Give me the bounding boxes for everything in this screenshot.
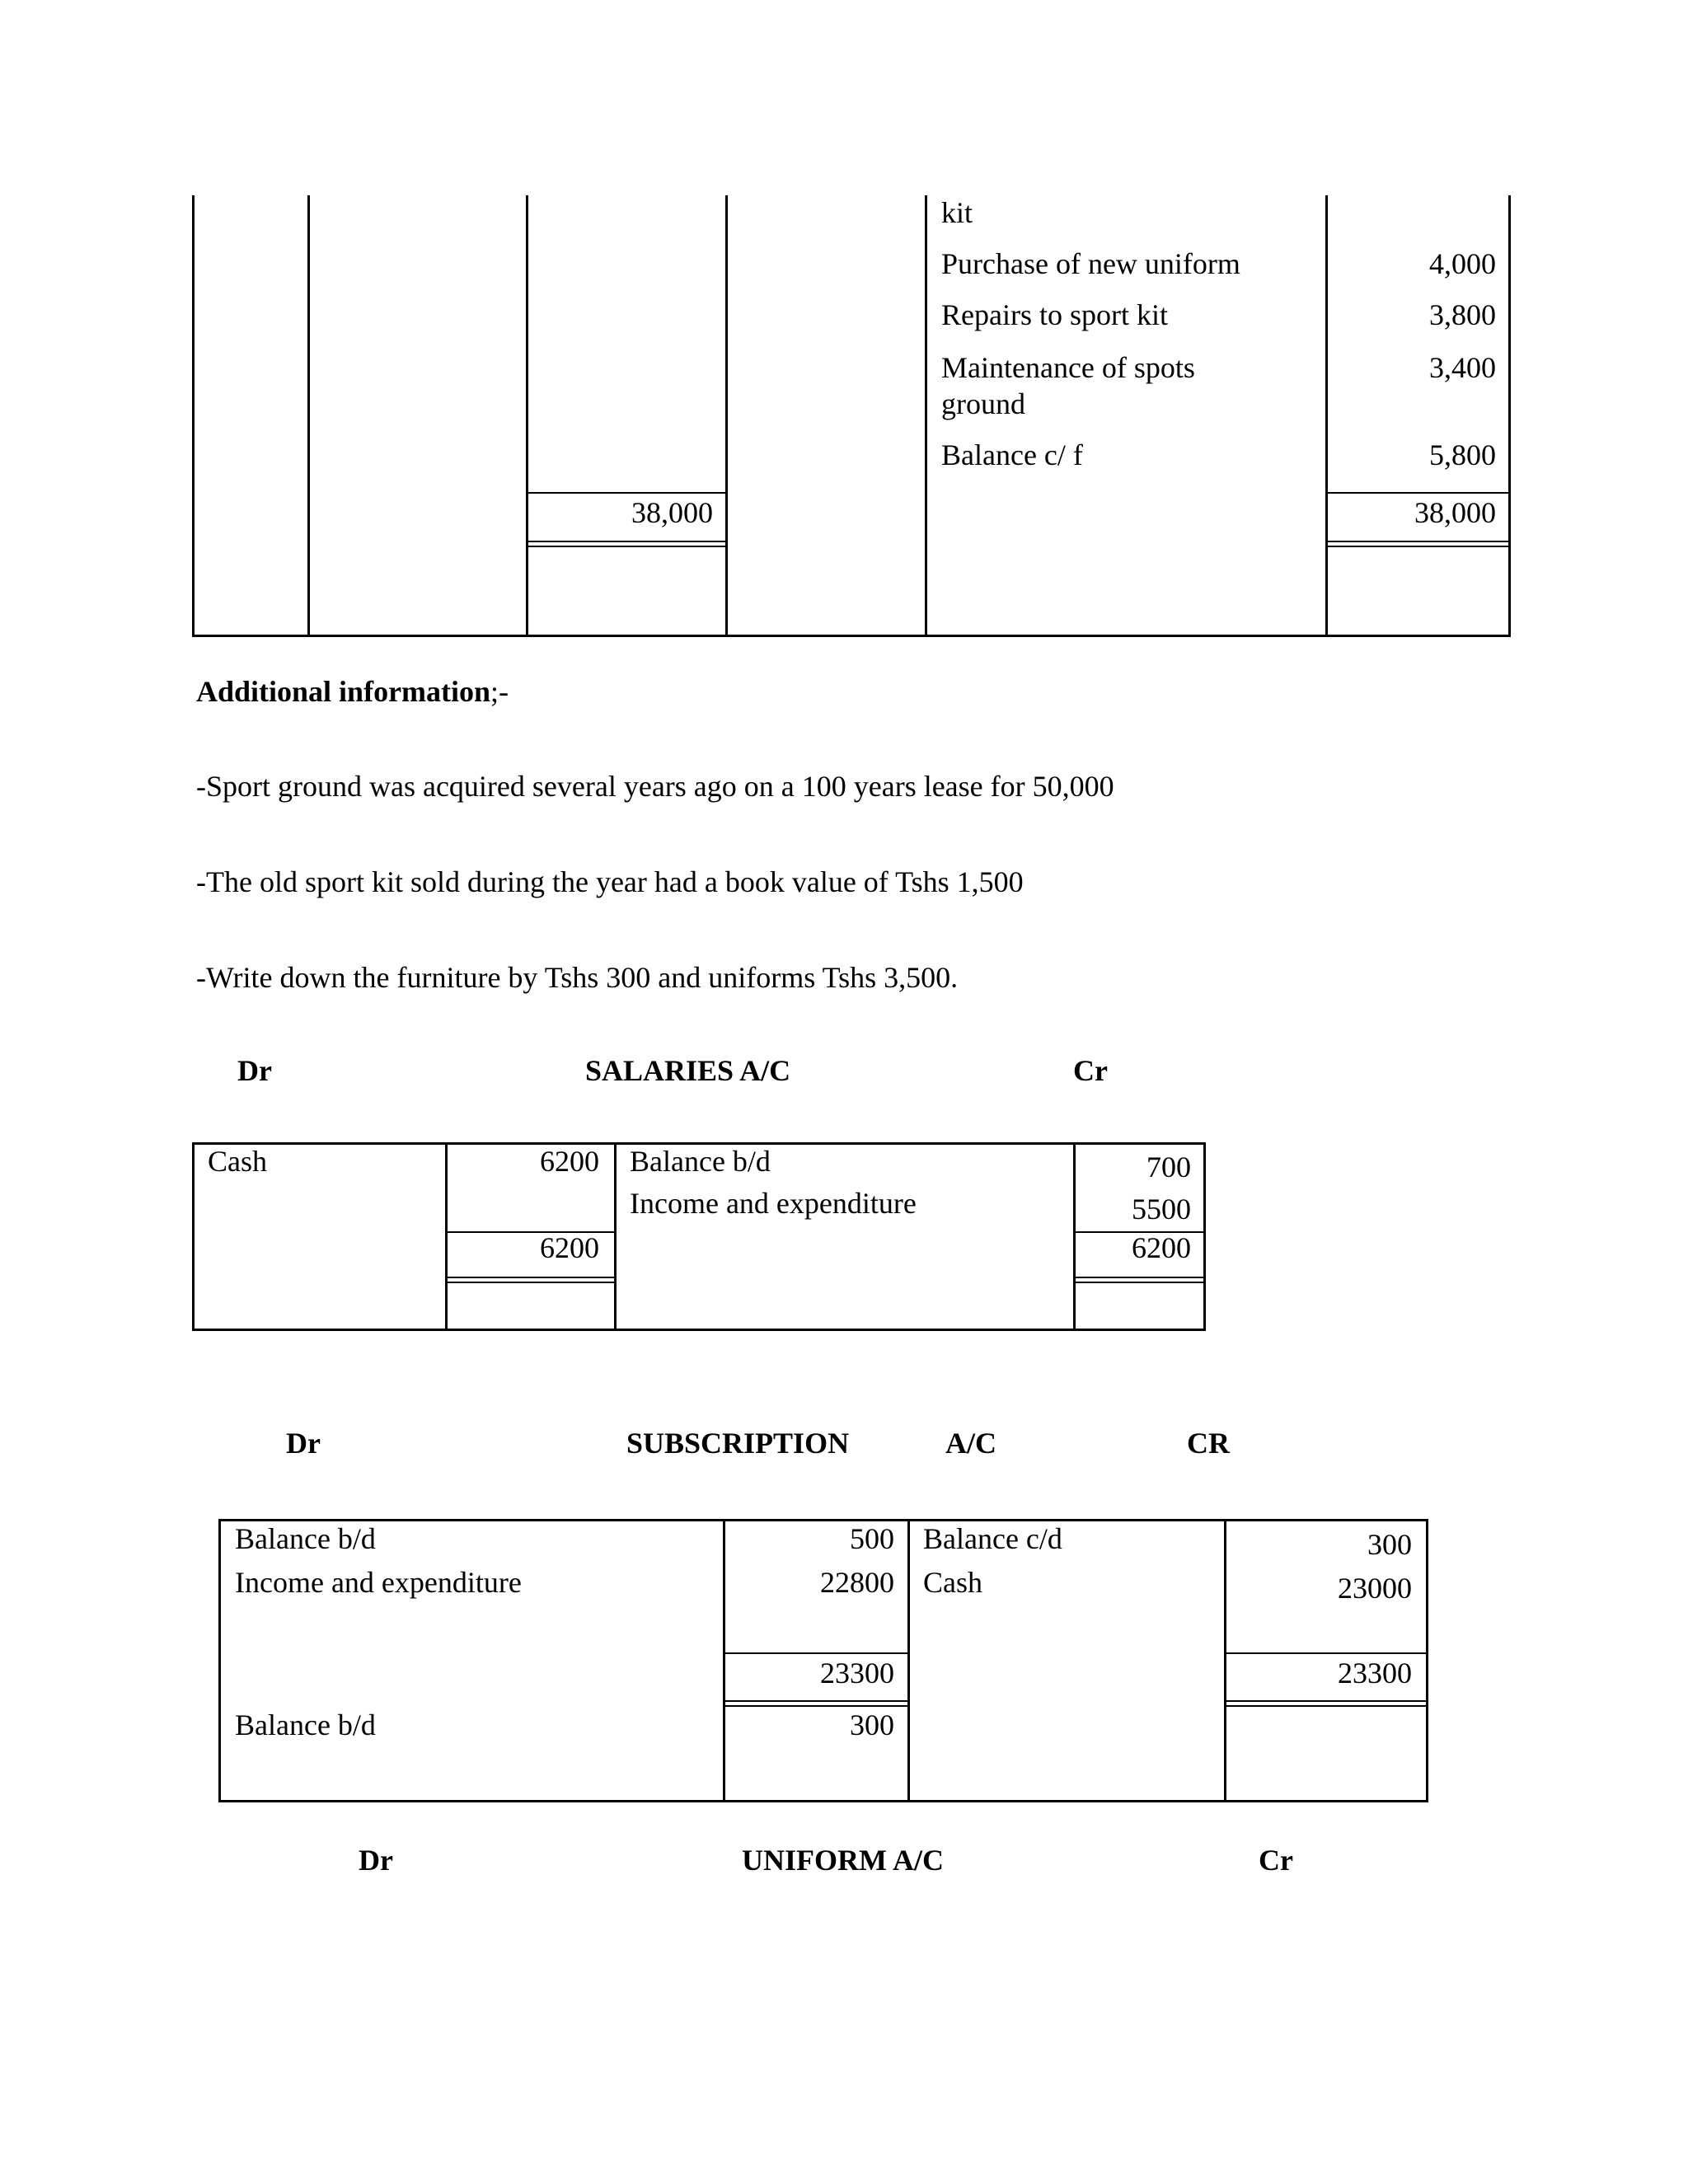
cr-particular: Balance b/d [630,1145,771,1178]
info-line: -Sport ground was acquired several years ago on a 100 years lease for 50,000 [196,770,1114,803]
bd-particular: Balance b/d [235,1708,376,1741]
ac-label: A/C [945,1427,996,1460]
credit-item-label: Repairs to sport kit [941,298,1168,331]
cr-label: Cr [1073,1054,1108,1087]
credit-item-amount: 5,800 [1429,438,1496,471]
credit-item-label: Maintenance of spots [941,351,1195,384]
info-line: -The old sport kit sold during the year had a book value of Tshs 1,500 [196,865,1024,898]
credit-item-amount: 3,800 [1429,298,1496,331]
account-title: SUBSCRIPTION [626,1427,850,1460]
credit-item-amount: 3,400 [1429,351,1496,384]
account-title: UNIFORM A/C [742,1844,944,1877]
credit-item-amount: 4,000 [1429,247,1496,280]
cr-particular: Cash [923,1566,982,1599]
dr-amount: 500 [850,1522,894,1555]
cr-amount: 700 [1146,1151,1191,1183]
dr-total: 23300 [820,1657,894,1690]
dr-total: 6200 [540,1231,599,1264]
bd-amount: 300 [850,1708,894,1741]
cr-total: 23300 [1338,1657,1412,1690]
dr-total: 38,000 [631,496,713,529]
cr-label: CR [1187,1427,1230,1460]
credit-item-label: Balance c/ f [941,438,1083,471]
info-line: -Write down the furniture by Tshs 300 and uniforms Tshs 3,500. [196,961,959,994]
dr-particular: Income and expenditure [235,1566,522,1599]
dr-particular: Cash [208,1145,267,1178]
account-title: SALARIES A/C [585,1054,791,1087]
heading-suffix: ;- [490,675,509,708]
credit-item-label: Purchase of new uniform [941,247,1240,280]
dr-amount: 22800 [820,1566,894,1599]
cr-amount: 23000 [1338,1572,1412,1605]
dr-label: Dr [286,1427,321,1460]
cr-total: 38,000 [1414,496,1496,529]
cr-amount: 5500 [1132,1193,1191,1226]
dr-label: Dr [359,1844,393,1877]
heading-text: Additional information [196,675,491,708]
dr-particular: Balance b/d [235,1522,376,1555]
additional-heading [196,673,509,710]
cr-particular: Balance c/d [923,1522,1062,1555]
cr-amount: 300 [1367,1528,1412,1561]
credit-item-label: kit [941,196,973,229]
cr-particular: Income and expenditure [630,1187,917,1220]
credit-item-label: ground [941,387,1025,420]
cr-label: Cr [1259,1844,1293,1877]
dr-amount: 6200 [540,1145,599,1178]
cr-total: 6200 [1132,1231,1191,1264]
dr-label: Dr [237,1054,272,1087]
